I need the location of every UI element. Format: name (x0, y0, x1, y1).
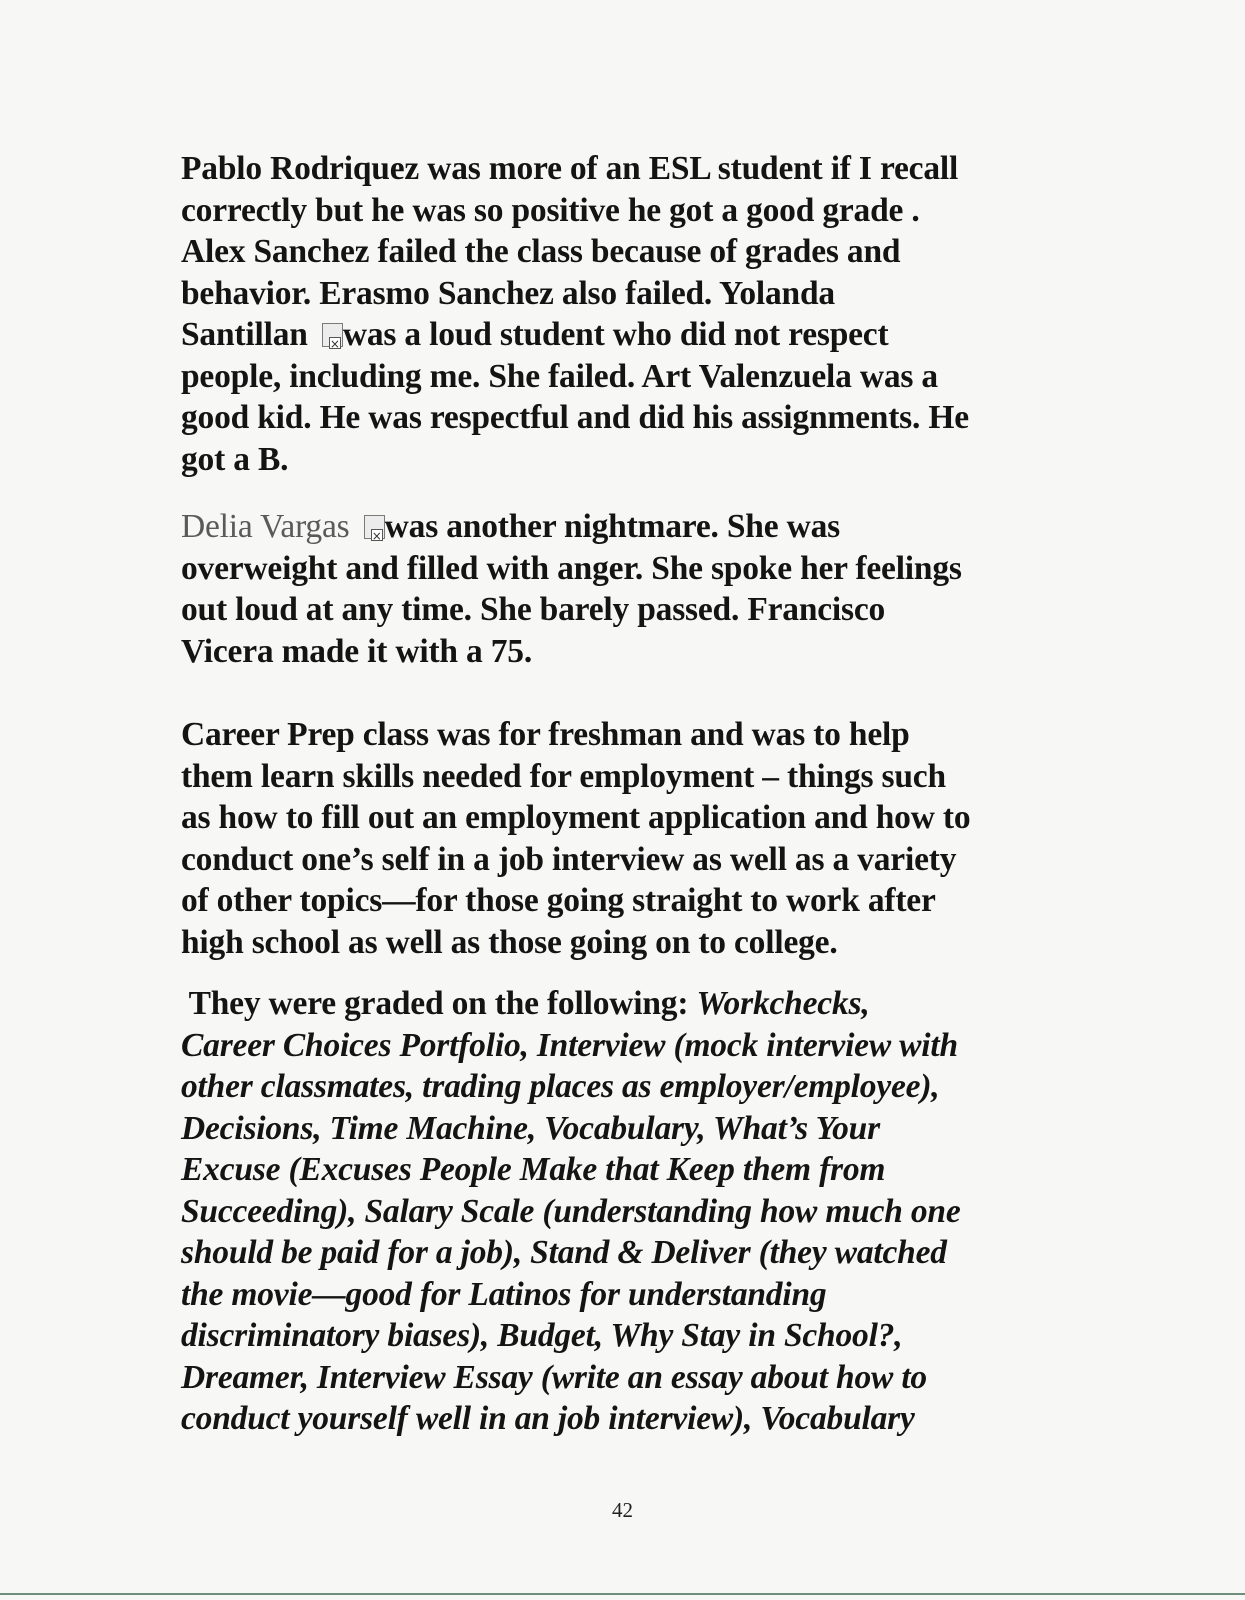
text-line: Succeeding), Salary Scale (understanding how much one (181, 1192, 961, 1230)
text-line: Decisions, Time Machine, Vocabulary, What’s Your (181, 1109, 880, 1147)
student-name: Delia Vargas (181, 508, 350, 545)
text-line (181, 314, 1081, 356)
text-line: out loud at any time. She barely passed. Francisco (181, 591, 886, 628)
page-bottom-rule (0, 1593, 1245, 1595)
paragraph-students-1 (181, 148, 1081, 480)
text-line: as how to fill out an employment application and how to (181, 799, 971, 836)
paragraph-students-2 (181, 506, 1081, 672)
text-fragment: was a loud student who did not respect (342, 316, 889, 353)
page-number: 42 (612, 1498, 633, 1522)
text-line: behavior. Erasmo Sanchez also failed. Yolanda (181, 274, 835, 312)
text-line: Vicera made it with a 75. (181, 632, 533, 670)
text-line: conduct yourself well in an job interview), Vocabulary (181, 1400, 915, 1437)
text-line: discriminatory biases), Budget, Why Stay in School?, (181, 1317, 903, 1354)
text-fragment: They were graded on the following: (181, 985, 697, 1022)
paragraph-career-prep (181, 714, 1081, 963)
text-line: correctly but he was so positive he got a good grade . (181, 191, 920, 229)
text-line: people, including me. She failed. Art Valenzuela was a (181, 357, 938, 395)
text-line: should be paid for a job), Stand & Deliver (they watched (181, 1234, 947, 1271)
text-line: Career Choices Portfolio, Interview (mock interview with (181, 1026, 958, 1064)
text-line: Career Prep class was for freshman and was to help (181, 716, 910, 753)
broken-image-icon (364, 515, 385, 539)
text-line: Dreamer, Interview Essay (write an essay about how to (181, 1358, 927, 1396)
text-line: them learn skills needed for employment – things such (181, 757, 946, 795)
broken-image-icon (322, 323, 343, 347)
text-line (181, 506, 1081, 548)
text-line: the movie—good for Latinos for understanding (181, 1275, 827, 1313)
text-line: got a B. (181, 440, 289, 478)
text-line: good kid. He was respectful and did his assignments. He (181, 399, 969, 436)
text-line: other classmates, trading places as employer/employee), (181, 1068, 940, 1105)
text-line: Pablo Rodriquez was more of an ESL student if I recall (181, 150, 959, 187)
text-fragment: Workchecks, (696, 985, 870, 1022)
text-fragment: Santillan (181, 316, 308, 353)
text-line: high school as well as those going on to college. (181, 923, 838, 961)
text-line: Alex Sanchez failed the class because of grades and (181, 233, 901, 270)
text-line: overweight and filled with anger. She spoke her feelings (181, 549, 962, 587)
text-line: conduct one’s self in a job interview as well as a variety (181, 840, 957, 878)
paragraph-grading (181, 983, 1081, 1440)
text-line (181, 983, 1081, 1025)
text-line: Excuse (Excuses People Make that Keep them from (181, 1151, 886, 1188)
text-fragment: was another nightmare. She was (384, 508, 840, 545)
text-line: of other topics—for those going straight to work after (181, 882, 936, 919)
